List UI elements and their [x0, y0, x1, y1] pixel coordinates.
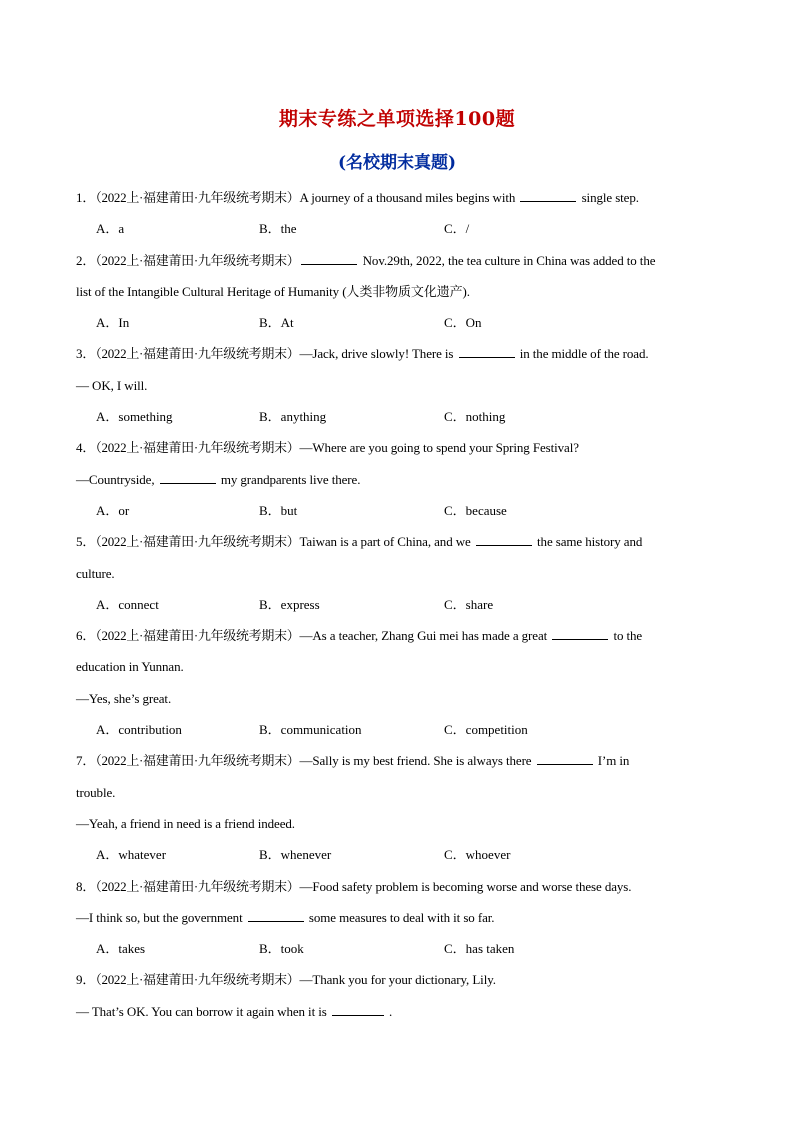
question-3-stem-cont: — OK, I will. [76, 377, 148, 393]
question-2-options [76, 307, 721, 338]
answer-blank [301, 254, 357, 265]
option-c: C．whoever [444, 847, 511, 863]
option-c: C．/ [444, 221, 470, 237]
page-subtitle: (名校期末真题) [337, 153, 457, 173]
question-5-options [76, 589, 721, 620]
question-9-stem-cont: — That’s OK. You can borrow it again when it is . [76, 1003, 393, 1019]
option-b: B．but [259, 502, 298, 518]
question-7-stem-cont: trouble. [76, 784, 116, 800]
option-b: B．anything [259, 409, 327, 425]
question-3-stem: 3．（2022上·福建莆田·九年级统考期末）—Jack, drive slowly! There is in the middle of the road. [76, 346, 649, 362]
option-c: C．competition [444, 722, 528, 738]
option-b: B．the [259, 221, 297, 237]
answer-blank [459, 347, 515, 358]
option-c: C．has taken [444, 941, 515, 957]
question-2-stem: 2．（2022上·福建莆田·九年级统考期末） Nov.29th, 2022, the tea culture in China was added to the [76, 252, 656, 268]
question-3-options [76, 401, 721, 432]
option-a: A．takes [96, 941, 146, 957]
question-2-stem-cont: list of the Intangible Cultural Heritage of Humanity (人类非物质文化遗产). [76, 283, 470, 299]
option-a: A．whatever [96, 847, 167, 863]
option-a: A．something [96, 409, 173, 425]
question-5-stem: 5．（2022上·福建莆田·九年级统考期末）Taiwan is a part of China, and we the same history and [76, 534, 643, 550]
option-a: A．a [96, 221, 125, 237]
question-4-stem-cont: —Countryside, my grandparents live there. [76, 471, 361, 487]
question-4-options [76, 495, 721, 526]
option-b: B．whenever [259, 847, 332, 863]
answer-blank [520, 191, 576, 202]
option-b: B．express [259, 596, 320, 612]
question-1-stem: 1．（2022上·福建莆田·九年级统考期末）A journey of a thousand miles begins with single step. [76, 190, 639, 205]
option-c: C．share [444, 596, 494, 612]
option-b: B．communication [259, 722, 362, 738]
question-1-options [76, 213, 721, 244]
question-6-options [76, 714, 721, 745]
option-c: C．nothing [444, 409, 506, 425]
question-4-stem: 4．（2022上·福建莆田·九年级统考期末）—Where are you going to spend your Spring Festival? [76, 440, 579, 456]
option-a: A．or [96, 502, 130, 518]
question-6-stem-cont: education in Yunnan. [76, 659, 184, 675]
option-a: A．contribution [96, 722, 182, 738]
answer-blank [537, 754, 593, 765]
answer-blank [552, 629, 608, 640]
question-7-stem: 7．（2022上·福建莆田·九年级统考期末）—Sally is my best friend. She is always there I’m in [76, 753, 630, 769]
question-6-stem: 6．（2022上·福建莆田·九年级统考期末）—As a teacher, Zhang Gui mei has made a great to the [76, 628, 643, 644]
option-c: C．because [444, 502, 507, 518]
answer-blank [476, 535, 532, 546]
question-7-options [76, 839, 721, 870]
page-title: 期末专练之单项选择100题 [278, 108, 516, 130]
question-9-stem: 9．（2022上·福建莆田·九年级统考期末）—Thank you for your dictionary, Lily. [76, 972, 496, 988]
question-8-options [76, 933, 721, 964]
option-b: B．At [259, 315, 294, 331]
answer-blank [332, 1005, 384, 1016]
option-c: C．On [444, 315, 482, 331]
option-b: B．took [259, 941, 304, 957]
question-5-stem-cont: culture. [76, 565, 115, 581]
answer-blank [160, 473, 216, 484]
question-7-reply: —Yeah, a friend in need is a friend indeed. [76, 815, 295, 831]
option-a: A．connect [96, 596, 159, 612]
question-8-stem: 8．（2022上·福建莆田·九年级统考期末）—Food safety problem is becoming worse and worse these days. [76, 878, 632, 894]
answer-blank [248, 911, 304, 922]
question-list [76, 182, 721, 1027]
question-8-stem-cont: —I think so, but the government some measures to deal with it so far. [76, 909, 495, 925]
option-a: A．In [96, 315, 130, 331]
question-6-reply: —Yes, she’s great. [76, 690, 172, 706]
